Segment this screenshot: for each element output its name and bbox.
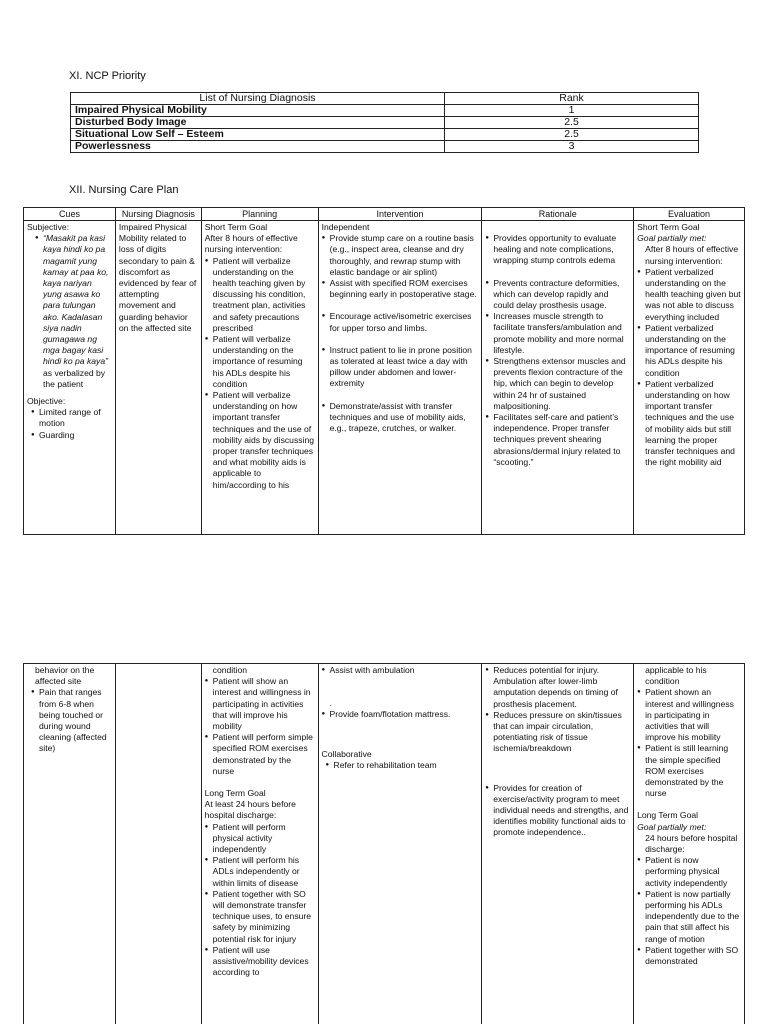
cues-header: Cues — [24, 208, 116, 221]
diagnosis-cell: Impaired Physical Mobility — [71, 105, 445, 117]
careplan-section-title: XII. Nursing Care Plan — [69, 184, 179, 196]
priority-table — [70, 92, 699, 153]
evaluation-item: ● Patient is still learning the simple specified ROM exercises demonstrated by the nurse — [637, 743, 741, 799]
intervention-header: Intervention — [318, 208, 482, 221]
diagnosis-cell: Impaired Physical Mobility related to loss of digits secondary to pain & discomfort as evidenced by fear of attempting movement and guarding behavior on the affected site — [115, 221, 201, 535]
diagnosis-header: Nursing Diagnosis — [115, 208, 201, 221]
priority-table-header — [71, 93, 699, 105]
diagnosis-cell: Disturbed Body Image — [71, 117, 445, 129]
planning-item: ● Patient will use assistive/mobility devices according to — [205, 945, 315, 979]
evaluation-item: ● Patient is now performing physical activity independently — [637, 855, 741, 889]
planning-item: ● Patient together with SO will demonstrate transfer technique uses, to ensure safety by minimizing potential risk for injury — [205, 889, 315, 945]
planning-cell — [201, 221, 318, 535]
planning-item: ● Patient will perform physical activity independently — [205, 822, 315, 856]
evaluation-item: ● Patient together with SO demonstrated — [637, 945, 741, 967]
rationale-item: ● Provides opportunity to evaluate healing and note complications, wrapping stump controls edema — [485, 233, 630, 267]
evaluation-goal-label: Short Term Goal — [637, 222, 700, 232]
long-term-goal-label: Long Term Goal — [204, 788, 266, 799]
long-term-goal-label: Long Term Goal — [637, 810, 699, 821]
rationale-header: Rationale — [482, 208, 634, 221]
rationale-item: ● Facilitates self-care and patient’s independence. Proper transfer techniques prevent shearing abrasions/dermal injury related to “scooting.” — [485, 412, 630, 468]
intervention-item: ● Assist with specified ROM exercises beginning early in postoperative stage. — [322, 278, 479, 300]
evaluation-status: Goal partially met: — [637, 233, 707, 244]
intervention-item: ● Provide stump care on a routine basis (e.g., inspect area, cleanse and dry thoroughly, and rewrap stump with elastic bandage or air splint) — [322, 233, 479, 278]
rank-cell: 3 — [445, 141, 699, 153]
subjective-label: Subjective: — [27, 222, 70, 232]
rationale-cell — [482, 221, 634, 535]
care-plan-continuation-table — [23, 663, 745, 1024]
cues-continuation: behavior on the affected site — [35, 665, 95, 687]
intervention-item: ● Refer to rehabilitation team — [326, 760, 479, 771]
intervention-item: ● Assist with ambulation — [322, 665, 479, 676]
rank-cell: 2.5 — [445, 117, 699, 129]
subjective-cue — [35, 233, 112, 390]
diagnosis-cell: Powerlessness — [71, 141, 445, 153]
intervention-label: Independent — [321, 222, 370, 232]
rationale-item: ● Reduces potential for injury. Ambulation after lower-limb amputation depends on timing of prosthesis placement. — [485, 665, 630, 710]
evaluation-item: ● Patient is now partially performing his ADLs independently due to the pain that still affect his range of motion — [637, 889, 741, 945]
rationale-cell — [482, 664, 634, 1024]
care-plan-row — [24, 221, 745, 535]
rationale-item: ● Reduces pressure on skin/tissues that can impair circulation, potentiating risk of tissue ischemia/breakdown — [485, 710, 630, 755]
planning-header: Planning — [201, 208, 318, 221]
table-row — [71, 105, 699, 117]
table-row — [71, 117, 699, 129]
evaluation-item: ● Patient verbalized understanding on the health teaching given but was not able to discuss everything included — [637, 267, 741, 323]
rank-cell: 1 — [445, 105, 699, 117]
diagnosis-column-header: List of Nursing Diagnosis — [71, 93, 445, 105]
care-plan-table — [23, 207, 745, 535]
rank-column-header: Rank — [445, 93, 699, 105]
evaluation-cell — [634, 664, 745, 1024]
stray-dot: . — [329, 698, 332, 709]
cues-cell — [24, 221, 116, 535]
care-plan-row — [24, 664, 745, 1024]
rationale-item: ● Provides for creation of exercise/activity program to meet individual needs and strengths, and identifies mobility functional aids to promote independence.. — [485, 783, 630, 839]
rationale-item: ● Increases muscle strength to facilitate transfers/ambulation and promote mobility and more normal lifestyle. — [485, 311, 630, 356]
intervention-item: ● Encourage active/isometric exercises for upper torso and limbs. — [322, 311, 479, 333]
planning-item: ● Patient will perform his ADLs independently or within limits of disease — [205, 855, 315, 889]
rationale-item: ● Prevents contracture deformities, which can develop rapidly and could delay prosthesis usage. — [485, 278, 630, 312]
care-plan-header-row — [24, 208, 745, 221]
objective-cue: ● Guarding — [31, 430, 112, 441]
intervention-cell — [318, 221, 482, 535]
evaluation-item: ● Patient verbalized understanding on how important transfer techniques and the use of mobility aids but still learning the proper transfer techniques and the right mobility aid — [637, 379, 741, 469]
intervention-cell — [318, 664, 482, 1024]
planning-item: ● Patient will verbalize understanding on the health teaching given by discussing his condition, treatment plan, activities and safety precautions prescribed — [205, 256, 315, 334]
intervention-item: ● Provide foam/flotation mattress. — [322, 709, 479, 720]
evaluation-cell — [634, 221, 745, 535]
intervention-item: ● Instruct patient to lie in prone position as tolerated at least twice a day with pillow under abdomen and lower-extremity — [322, 345, 479, 390]
priority-section-title: XI. NCP Priority — [69, 70, 146, 82]
evaluation-header: Evaluation — [634, 208, 745, 221]
planning-item: ● Patient will show an interest and willingness in participating in activities that will improve his mobility — [205, 676, 315, 732]
objective-cue: ● Limited range of motion — [31, 407, 112, 429]
rank-cell: 2.5 — [445, 129, 699, 141]
evaluation-intro: After 8 hours of effective nursing intervention: — [645, 244, 739, 266]
evaluation-intro: 24 hours before hospital discharge: — [645, 832, 738, 855]
planning-cell — [201, 664, 318, 1024]
table-row — [71, 129, 699, 141]
table-row — [71, 141, 699, 153]
planning-item: ● Patient will verbalize understanding on how important transfer techniques and the use of mobility aids by discussing proper transfer techniques and what mobility aids is applicable to him/according to his — [205, 390, 315, 491]
planning-item: ● Patient will verbalize understanding on the importance of resuming his ADLs despite his condition — [205, 334, 315, 390]
evaluation-continuation: applicable to his condition — [645, 665, 707, 687]
planning-continuation: condition — [212, 665, 248, 675]
evaluation-status: Goal partially met: — [637, 821, 707, 832]
evaluation-item: ● Patient verbalized understanding on the importance of resuming his ADLs despite his condition — [637, 323, 741, 379]
intervention-item: ● Demonstrate/assist with transfer techniques and use of mobility aids, e.g., trapeze, crutches, or walker. — [322, 401, 479, 435]
planning-intro: After 8 hours of effective nursing intervention: — [204, 233, 298, 255]
planning-goal-label: Short Term Goal — [204, 222, 268, 232]
objective-cue: ● Pain that ranges from 6-8 when being touched or during wound cleaning (affected site) — [31, 687, 112, 754]
quote-attribution: as verbalized by the patient — [43, 367, 106, 389]
diagnosis-cell — [115, 664, 201, 1024]
cues-cell — [24, 664, 116, 1024]
planning-item: ● Patient will perform simple specified ROM exercises demonstrated by the nurse — [205, 732, 315, 777]
long-term-goal-intro: At least 24 hours before hospital discharge: — [204, 799, 296, 821]
objective-label: Objective: — [27, 396, 66, 407]
diagnosis-cell: Situational Low Self – Esteem — [71, 129, 445, 141]
evaluation-item: ● Patient shown an interest and willingness in participating in activities that will improve his mobility — [637, 687, 741, 743]
rationale-item: ● Strengthens extensor muscles and prevents flexion contracture of the hip, which can begin to develop within 24 hr of sustained malpositioning. — [485, 356, 630, 412]
collaborative-label: Collaborative — [321, 748, 372, 759]
patient-quote: “Masakit pa kasi kaya hindi ko pa magamit yung kamay at paa ko, kaya nariyan yung asawa ko para tulungan ako. Kadalasan siya nadin gumagawa ng mga bagay kasi hindi ko pa kaya” — [43, 233, 109, 367]
